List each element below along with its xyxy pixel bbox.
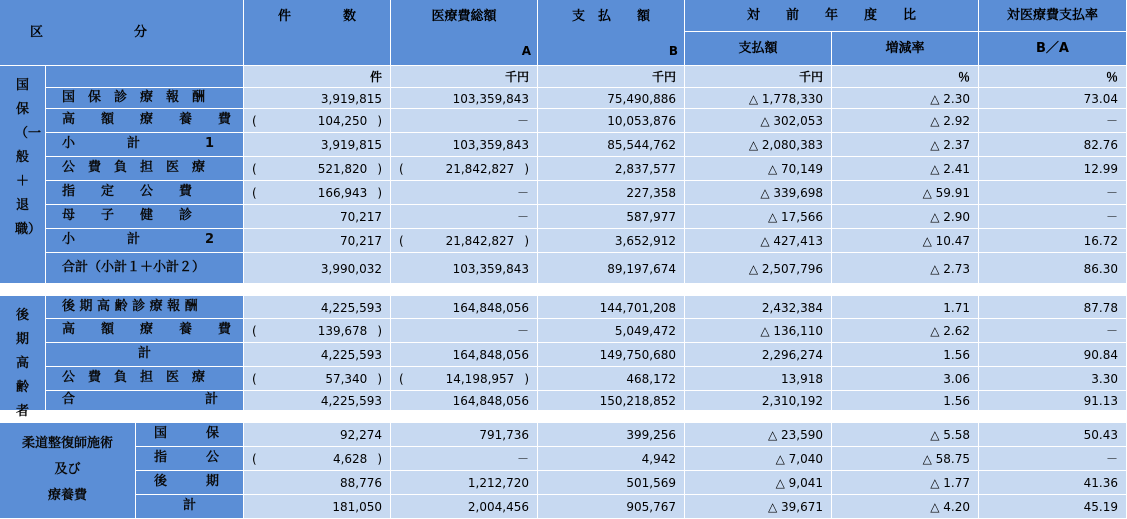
cell-iryohi xyxy=(391,343,538,367)
cell-value: △ 17,566 xyxy=(767,210,823,224)
paren-close: ) xyxy=(377,324,382,338)
row-label: 母 子 健 診 xyxy=(46,205,244,229)
cell-value: △ 59.91 xyxy=(922,186,970,200)
cell-zogen xyxy=(832,495,979,519)
cell-value: 70,217 xyxy=(340,210,382,224)
cell-value: 3,919,815 xyxy=(320,91,382,106)
unit-row-label xyxy=(46,66,244,88)
cell-ritsu xyxy=(979,109,1127,133)
cell-value: 227,358 xyxy=(626,186,676,200)
cell-kensu xyxy=(244,229,391,253)
cell-value: － xyxy=(1105,210,1118,224)
cell-value: 4,942 xyxy=(641,452,676,466)
paren-close: ) xyxy=(524,162,529,176)
header-taizen-shiharai: 支払額 xyxy=(685,32,832,66)
cell-shiharai xyxy=(538,423,685,447)
cell-zogen xyxy=(832,181,979,205)
paren-open: ( xyxy=(399,234,404,248)
cell-shiharai xyxy=(538,157,685,181)
cell-value: △ 7,040 xyxy=(775,452,823,466)
group-judo-line1: 柔道整復師施術 xyxy=(21,436,113,451)
cell-iryohi xyxy=(391,157,538,181)
cell-value: △ 2.62 xyxy=(930,324,970,338)
cell-value: △ 2.30 xyxy=(930,91,970,106)
cell-zogen xyxy=(832,205,979,229)
cell-value: 399,256 xyxy=(626,428,676,442)
cell-value: △ 9,041 xyxy=(775,476,823,490)
cell-ritsu xyxy=(979,423,1127,447)
paren-open: ( xyxy=(399,162,404,176)
cell-value: 166,943 xyxy=(317,186,368,200)
cell-zogen xyxy=(832,367,979,391)
cell-value: 1,212,720 xyxy=(467,476,529,490)
cell-iryohi xyxy=(391,229,538,253)
row-label: 国 保 診 療 報 酬 xyxy=(46,88,244,109)
cell-taizen xyxy=(685,367,832,391)
cell-ritsu xyxy=(979,471,1127,495)
header-iryohi-sub: A xyxy=(521,44,531,58)
cell-taizen xyxy=(685,319,832,343)
cell-kensu xyxy=(244,343,391,367)
cell-value: △ 2,080,383 xyxy=(748,138,823,152)
unit-label: 千円 xyxy=(391,66,538,88)
cell-zogen xyxy=(832,423,979,447)
paren-open: ( xyxy=(252,324,257,338)
cell-value: 139,678 xyxy=(317,324,368,338)
cell-value: 91.13 xyxy=(1083,394,1118,408)
cell-kensu xyxy=(244,447,391,471)
cell-value: 905,767 xyxy=(626,500,676,514)
cell-taizen xyxy=(685,88,832,109)
cell-iryohi xyxy=(391,133,538,157)
cell-value: － xyxy=(516,186,529,200)
cell-value: △ 58.75 xyxy=(922,452,970,466)
cell-value: 103,359,843 xyxy=(452,261,529,276)
cell-value: 75,490,886 xyxy=(607,91,676,106)
unit-label: ％ xyxy=(979,66,1127,88)
cell-ritsu xyxy=(979,229,1127,253)
cell-kensu xyxy=(244,133,391,157)
cell-kensu xyxy=(244,495,391,519)
cell-kensu xyxy=(244,423,391,447)
cell-value: － xyxy=(516,452,529,466)
cell-kensu xyxy=(244,88,391,109)
header-ritsu: 対医療費支払率 xyxy=(979,0,1127,32)
cell-zogen xyxy=(832,343,979,367)
cell-shiharai xyxy=(538,88,685,109)
cell-iryohi xyxy=(391,205,538,229)
cell-value: 82.76 xyxy=(1083,138,1118,152)
cell-zogen xyxy=(832,109,979,133)
cell-value: － xyxy=(516,210,529,224)
cell-ritsu xyxy=(979,495,1127,519)
cell-value: 41.36 xyxy=(1083,476,1118,490)
header-shiharai-sub: B xyxy=(668,44,678,58)
header-kubun: 区 分 xyxy=(0,0,244,66)
cell-value: 4,225,593 xyxy=(320,348,382,362)
cell-kensu xyxy=(244,319,391,343)
cell-taizen xyxy=(685,296,832,319)
paren-open: ( xyxy=(252,372,257,386)
cell-iryohi xyxy=(391,181,538,205)
paren-open: ( xyxy=(252,186,257,200)
cell-value: － xyxy=(1105,114,1118,128)
header-shiharai xyxy=(538,0,685,66)
cell-value: 88,776 xyxy=(340,476,382,490)
cell-value: △ 23,590 xyxy=(767,428,823,442)
row-label: 合計（小計１＋小計２） xyxy=(46,253,244,284)
header-iryohi xyxy=(391,0,538,66)
cell-value: △ 302,053 xyxy=(760,114,823,128)
cell-iryohi xyxy=(391,296,538,319)
cell-value: 5,049,472 xyxy=(614,324,676,338)
cell-value: 70,217 xyxy=(340,234,382,248)
cell-value: 791,736 xyxy=(479,428,529,442)
cell-shiharai xyxy=(538,205,685,229)
cell-value: 2,310,192 xyxy=(761,394,823,408)
unit-label: 件 xyxy=(244,66,391,88)
cell-value: 1.56 xyxy=(943,348,970,362)
cell-kensu xyxy=(244,296,391,319)
cell-value: 16.72 xyxy=(1083,234,1118,248)
cell-zogen xyxy=(832,319,979,343)
cell-value: 87.78 xyxy=(1083,300,1118,315)
cell-value: 3.06 xyxy=(943,372,970,386)
cell-shiharai xyxy=(538,181,685,205)
row-label: 公 費 負 担 医 療 xyxy=(46,157,244,181)
cell-taizen xyxy=(685,205,832,229)
row-label: 指 公 xyxy=(136,447,244,471)
paren-open: ( xyxy=(252,162,257,176)
cell-value: △ 4.20 xyxy=(930,500,970,514)
cell-value: 45.19 xyxy=(1083,500,1118,514)
cell-shiharai xyxy=(538,253,685,284)
header-shiharai-label: 支 払 額 xyxy=(571,9,650,24)
cell-value: 468,172 xyxy=(626,372,676,386)
cell-value: 85,544,762 xyxy=(607,138,676,152)
header-taizen: 対 前 年 度 比 xyxy=(685,0,979,32)
cell-value: 21,842,827 xyxy=(445,234,515,248)
cell-iryohi xyxy=(391,319,538,343)
cell-value: 4,225,593 xyxy=(320,300,382,315)
cell-taizen xyxy=(685,181,832,205)
cell-value: 144,701,208 xyxy=(599,300,676,315)
cell-value: － xyxy=(1105,452,1118,466)
cell-value: 3,652,912 xyxy=(614,234,676,248)
group-judo-line3: 療養費 xyxy=(47,488,87,503)
cell-taizen xyxy=(685,157,832,181)
cell-value: 1.56 xyxy=(943,394,970,408)
cell-shiharai xyxy=(538,133,685,157)
cell-value: △ 2.90 xyxy=(930,210,970,224)
row-label: 小 計 2 xyxy=(46,229,244,253)
cell-value: － xyxy=(1105,324,1118,338)
row-label: 計 xyxy=(46,343,244,367)
cell-value: 73.04 xyxy=(1083,91,1118,106)
cell-value: △ 2,507,796 xyxy=(748,261,823,276)
cell-value: 12.99 xyxy=(1083,162,1118,176)
row-label: 小 計 1 xyxy=(46,133,244,157)
cell-iryohi xyxy=(391,88,538,109)
cell-value: 14,198,957 xyxy=(445,372,515,386)
row-label: 合 計 xyxy=(46,391,244,411)
cell-value: 2,837,577 xyxy=(614,162,676,176)
row-label: 高 額 療 養 費 xyxy=(46,319,244,343)
cell-ritsu xyxy=(979,319,1127,343)
paren-close: ) xyxy=(524,234,529,248)
cell-kensu xyxy=(244,181,391,205)
cell-taizen xyxy=(685,495,832,519)
cell-value: 521,820 xyxy=(317,162,368,176)
cell-ritsu xyxy=(979,296,1127,319)
cell-value: △ 2.41 xyxy=(930,162,970,176)
cell-value: 50.43 xyxy=(1083,428,1118,442)
cell-value: △ 39,671 xyxy=(767,500,823,514)
cell-ritsu xyxy=(979,391,1127,411)
cell-ritsu xyxy=(979,157,1127,181)
cell-ritsu xyxy=(979,253,1127,284)
cell-zogen xyxy=(832,88,979,109)
cell-value: △ 1.77 xyxy=(930,476,970,490)
group-kokuho: 国保（一般＋退職） xyxy=(0,66,46,284)
cell-value: △ 10.47 xyxy=(922,234,970,248)
paren-open: ( xyxy=(252,114,257,128)
cell-value: △ 339,698 xyxy=(760,186,823,200)
cell-iryohi xyxy=(391,495,538,519)
cell-kensu xyxy=(244,205,391,229)
cell-zogen xyxy=(832,296,979,319)
cell-ritsu xyxy=(979,133,1127,157)
cell-kensu xyxy=(244,391,391,411)
cell-iryohi xyxy=(391,109,538,133)
cell-shiharai xyxy=(538,229,685,253)
cell-iryohi xyxy=(391,471,538,495)
header-ritsu-sub: B／A xyxy=(979,32,1127,66)
cell-taizen xyxy=(685,423,832,447)
cell-zogen xyxy=(832,157,979,181)
cell-zogen xyxy=(832,229,979,253)
cell-taizen xyxy=(685,391,832,411)
paren-close: ) xyxy=(377,186,382,200)
cell-value: 89,197,674 xyxy=(607,261,676,276)
cell-taizen xyxy=(685,253,832,284)
unit-label: ％ xyxy=(832,66,979,88)
cell-value: △ 427,413 xyxy=(760,234,823,248)
cell-value: 1.71 xyxy=(943,300,970,315)
cell-iryohi xyxy=(391,447,538,471)
cell-iryohi xyxy=(391,367,538,391)
cell-value: 57,340 xyxy=(325,372,368,386)
cell-value: 103,359,843 xyxy=(452,138,529,152)
paren-close: ) xyxy=(377,162,382,176)
cell-taizen xyxy=(685,229,832,253)
cell-value: △ 136,110 xyxy=(760,324,823,338)
cell-shiharai xyxy=(538,296,685,319)
group-judo-line2: 及び xyxy=(54,462,81,477)
cell-value: △ 5.58 xyxy=(930,428,970,442)
cell-shiharai xyxy=(538,495,685,519)
cell-value: 164,848,056 xyxy=(452,300,529,315)
row-label: 指 定 公 費 xyxy=(46,181,244,205)
cell-shiharai xyxy=(538,343,685,367)
cell-taizen xyxy=(685,471,832,495)
cell-value: 3.30 xyxy=(1091,372,1118,386)
cell-value: 92,274 xyxy=(340,428,382,442)
row-label: 公 費 負 担 医 療 xyxy=(46,367,244,391)
cell-value: 2,004,456 xyxy=(467,500,529,514)
cell-taizen xyxy=(685,133,832,157)
cell-shiharai xyxy=(538,471,685,495)
cell-shiharai xyxy=(538,447,685,471)
cell-value: － xyxy=(1105,186,1118,200)
cell-zogen xyxy=(832,253,979,284)
cell-taizen xyxy=(685,109,832,133)
cell-value: 3,919,815 xyxy=(320,138,382,152)
header-iryohi-label: 医療費総額 xyxy=(431,9,497,24)
cell-kensu xyxy=(244,367,391,391)
cell-zogen xyxy=(832,447,979,471)
cell-kensu xyxy=(244,471,391,495)
paren-close: ) xyxy=(377,372,382,386)
cell-value: △ 70,149 xyxy=(767,162,823,176)
cell-value: 164,848,056 xyxy=(452,348,529,362)
cell-value: 149,750,680 xyxy=(599,348,676,362)
cell-value: △ 2.37 xyxy=(930,138,970,152)
cell-value: 4,628 xyxy=(332,452,368,466)
cell-value: △ 2.73 xyxy=(930,261,970,276)
cell-taizen xyxy=(685,447,832,471)
cell-value: 21,842,827 xyxy=(445,162,515,176)
cell-iryohi xyxy=(391,253,538,284)
cell-ritsu xyxy=(979,205,1127,229)
cell-shiharai xyxy=(538,109,685,133)
row-label: 後 期 高 齢 診 療 報 酬 xyxy=(46,296,244,319)
cell-value: 181,050 xyxy=(332,500,382,514)
paren-close: ) xyxy=(377,452,382,466)
cell-value: 104,250 xyxy=(317,114,368,128)
row-label: 高 額 療 養 費 xyxy=(46,109,244,133)
cell-value: 103,359,843 xyxy=(452,91,529,106)
row-label: 後 期 xyxy=(136,471,244,495)
cell-value: 2,296,274 xyxy=(761,348,823,362)
cell-ritsu xyxy=(979,343,1127,367)
row-label: 国 保 xyxy=(136,423,244,447)
unit-label: 千円 xyxy=(538,66,685,88)
cell-zogen xyxy=(832,471,979,495)
cell-value: 86.30 xyxy=(1083,261,1118,276)
cell-value: 90.84 xyxy=(1083,348,1118,362)
cell-value: 164,848,056 xyxy=(452,394,529,408)
cell-zogen xyxy=(832,133,979,157)
cell-value: 2,432,384 xyxy=(761,300,823,315)
header-taizen-zogen: 増減率 xyxy=(832,32,979,66)
paren-close: ) xyxy=(524,372,529,386)
group-kouki: 後期高齢者 xyxy=(0,296,46,411)
cell-kensu xyxy=(244,109,391,133)
cell-iryohi xyxy=(391,391,538,411)
cell-value: － xyxy=(516,324,529,338)
cell-value: 10,053,876 xyxy=(607,114,676,128)
cell-iryohi xyxy=(391,423,538,447)
cell-kensu xyxy=(244,157,391,181)
cell-shiharai xyxy=(538,319,685,343)
paren-open: ( xyxy=(399,372,404,386)
cell-ritsu xyxy=(979,367,1127,391)
row-label: 計 xyxy=(136,495,244,519)
cell-value: △ 1,778,330 xyxy=(748,91,823,106)
cell-value: 501,569 xyxy=(626,476,676,490)
cell-ritsu xyxy=(979,88,1127,109)
cell-value: 150,218,852 xyxy=(599,394,676,408)
cell-shiharai xyxy=(538,367,685,391)
cell-kensu xyxy=(244,253,391,284)
cell-value: － xyxy=(516,114,529,128)
cell-value: 13,918 xyxy=(781,372,823,386)
paren-open: ( xyxy=(252,452,257,466)
cell-value: 4,225,593 xyxy=(320,394,382,408)
cell-taizen xyxy=(685,343,832,367)
header-kensu: 件 数 xyxy=(244,0,391,66)
unit-label: 千円 xyxy=(685,66,832,88)
cell-shiharai xyxy=(538,391,685,411)
cell-value: 3,990,032 xyxy=(320,261,382,276)
cell-ritsu xyxy=(979,447,1127,471)
cell-value: △ 2.92 xyxy=(930,114,970,128)
cell-ritsu xyxy=(979,181,1127,205)
paren-close: ) xyxy=(377,114,382,128)
cell-zogen xyxy=(832,391,979,411)
cell-value: 587,977 xyxy=(626,210,676,224)
group-judo xyxy=(0,423,136,519)
